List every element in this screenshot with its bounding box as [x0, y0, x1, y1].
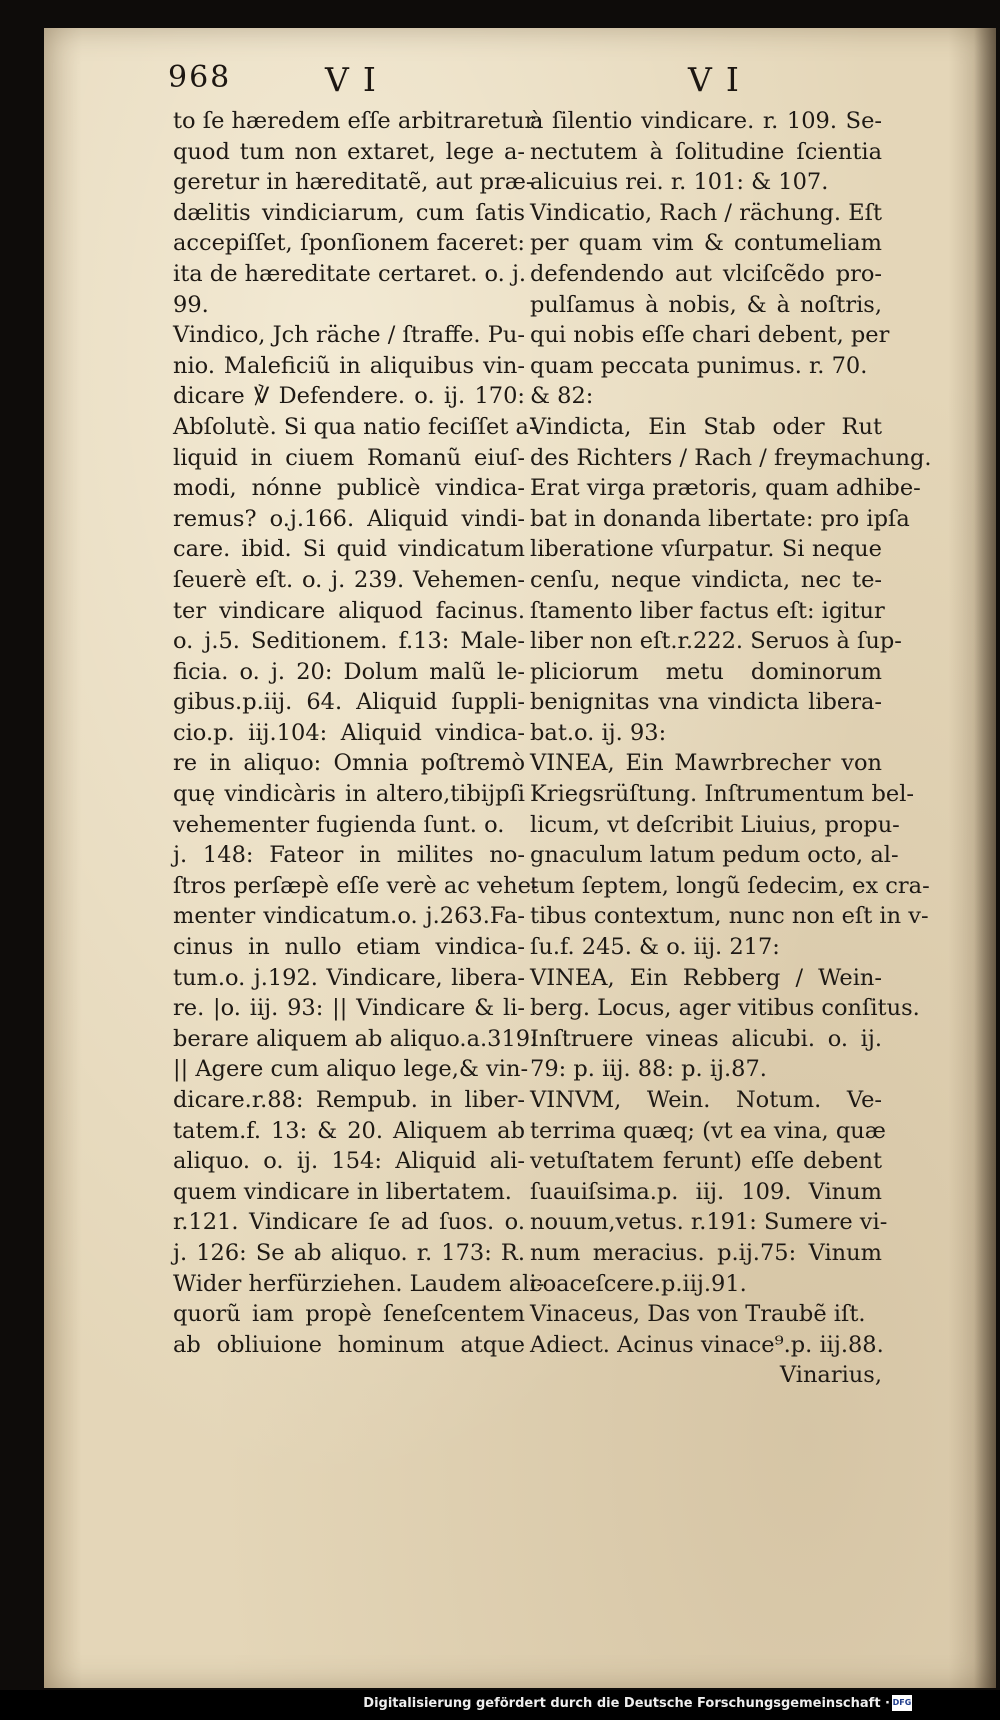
text-line: modi, nónne publicè vindica-	[173, 475, 525, 502]
text-line: to ſe hæredem eſſe arbitraretur:	[173, 108, 543, 134]
text-line: Vinaceus, Das von Traubẽ iſt.	[530, 1301, 866, 1328]
text-line: ſtros perſæpè eſſe verè ac vehe-	[173, 872, 539, 899]
text-line: alicuius rei. r. 101: & 107.	[530, 169, 829, 196]
text-line: bat.o. ij. 93:	[530, 719, 667, 746]
text-line: quam peccata punimus. r. 70.	[530, 352, 868, 379]
text-line: dælitis vindiciarum, cum ſatis	[173, 199, 525, 226]
page-number: 968	[168, 60, 232, 95]
text-line: Inſtruere vineas alicubi. o. ij.	[530, 1025, 882, 1052]
text-line: r.121. Vindicare ſe ad ſuos. o.	[173, 1209, 525, 1236]
text-line: quę vindicàris in altero,tibijpſi	[173, 781, 525, 808]
text-line: o. j.5. Seditionem. f.13: Male-	[173, 628, 525, 655]
text-line: j. 126: Se ab aliquo. r. 173: R.	[173, 1239, 525, 1266]
text-line: tum.o. j.192. Vindicare, libera-	[173, 964, 525, 991]
text-line: Abſolutè. Si qua natio feciſſet a-	[173, 413, 537, 440]
text-line: des Richters / Rach / freymachung.	[530, 444, 932, 471]
text-line: coaceſcere.p.iij.91.	[530, 1270, 747, 1297]
text-line: 99.	[173, 291, 209, 318]
text-line: quem vindicare in libertatem.	[173, 1178, 512, 1205]
text-line: ſuauiſsima.p. iij. 109. Vinum	[530, 1178, 882, 1205]
text-line: bat in donanda libertate: pro ipſa	[530, 505, 910, 532]
running-head-right: VI	[688, 60, 753, 99]
text-line: j. 148: Fateor in milites no-	[173, 842, 525, 869]
text-line: & 82:	[530, 383, 594, 410]
text-line: liquid in ciuem Romanũ eiuſ-	[173, 444, 525, 471]
left-text-column	[173, 106, 545, 1360]
text-line: tibus contextum, nunc non eſt in v-	[530, 903, 929, 930]
text-line: VINEA, Ein Rebberg / Wein-	[530, 964, 882, 991]
text-line: vetuſtatem ferunt) eſſe debent	[530, 1148, 882, 1175]
text-line: benignitas vna vindicta libera-	[530, 689, 882, 716]
text-line: re in aliquo: Omnia poſtremò	[173, 750, 525, 777]
text-line: Wider herfürziehen. Laudem ali-	[173, 1270, 545, 1297]
text-line: ficia. o. j. 20: Dolum malũ le-	[173, 658, 525, 685]
text-line: aliquo. o. ij. 154: Aliquid ali-	[173, 1148, 525, 1175]
text-line: Vinarius,	[779, 1362, 882, 1389]
text-line: ab obliuione hominum atque	[173, 1331, 525, 1358]
text-line: Adiect. Acinus vinace⁹.p. iij.88.	[530, 1331, 884, 1358]
text-line: licum, vt deſcribit Liuius, propu-	[530, 811, 900, 838]
text-line: ſtamento liber factus eſt: igitur	[530, 597, 885, 624]
text-line: remus? o.j.166. Aliquid vindi-	[173, 505, 525, 532]
text-line: menter vindicatum.o. j.263.Fa-	[173, 903, 525, 930]
dfg-logo: DFG	[892, 1695, 912, 1711]
text-line: quorũ iam propè ſeneſcentem	[173, 1301, 525, 1328]
text-line: tatem.f. 13: & 20. Aliquem ab	[173, 1117, 525, 1144]
running-head-left: VI	[325, 60, 390, 99]
footer-credit: Digitalisierung gefördert durch die Deutsche Forschungsgemeinschaft ·	[363, 1696, 890, 1711]
text-line: Vindico, Jch räche / ſtraffe. Pu-	[173, 322, 525, 349]
text-line: nectutem à ſolitudine ſcientia	[530, 138, 882, 165]
text-line: VINVM, Wein. Notum. Ve-	[530, 1087, 882, 1113]
text-line: berare aliquem ab aliquo.a.319:	[173, 1025, 538, 1052]
text-line: Kriegsrüſtung. Inſtrumentum bel-	[530, 781, 915, 808]
text-line: gnaculum latum pedum octo, al-	[530, 842, 899, 869]
text-line: dicare ℣ Defendere. o. ij. 170:	[173, 383, 525, 410]
text-line: vehementer fugienda ſunt. o.	[173, 811, 505, 838]
text-line: ſu.f. 245. & o. iij. 217:	[530, 934, 780, 961]
text-line: accepiſſet, ſponſionem faceret:	[173, 230, 525, 257]
text-line: num meracius. p.ij.75: Vinum	[530, 1239, 882, 1266]
text-line: ſeuerè eſt. o. j. 239. Vehemen-	[173, 566, 525, 593]
text-line: care. ibid. Si quid vindicatum	[173, 536, 525, 563]
text-line: defendendo aut vlciſcẽdo pro-	[530, 260, 882, 287]
text-line: 79: p. iij. 88: p. ij.87.	[530, 1056, 767, 1083]
text-line: cio.p. iij.104: Aliquid vindica-	[173, 719, 525, 746]
text-line: dicare.r.88: Rempub. in liber-	[173, 1087, 525, 1113]
right-text-column	[530, 106, 932, 1391]
text-line: nouum,vetus. r.191: Sumere vi-	[530, 1209, 888, 1236]
text-line: Vindicta, Ein Stab oder Rut	[530, 413, 882, 440]
page-spine-shadow	[974, 28, 996, 1688]
footer-bar	[0, 1690, 1000, 1720]
text-line: pliciorum metu dominorum	[530, 658, 882, 685]
text-line: VINEA, Ein Mawrbrecher von	[530, 750, 882, 777]
text-line: à ſilentio vindicare. r. 109. Se-	[530, 108, 882, 134]
text-line: cenſu, neque vindicta, nec te-	[530, 566, 882, 593]
text-line: nio. Maleficiũ in aliquibus vin-	[173, 352, 525, 379]
text-line: Erat virga prætoris, quam adhibe-	[530, 475, 921, 502]
text-line: re. |o. iij. 93: || Vindicare & li-	[173, 995, 525, 1022]
text-line: Vindicatio, Rach / rächung. Eſt	[530, 199, 882, 226]
text-line: qui nobis eſſe chari debent, per	[530, 322, 890, 349]
text-line: quod tum non extaret, lege a-	[173, 138, 525, 165]
text-line: berg. Locus, ager vitibus conſitus.	[530, 995, 920, 1022]
text-line: ter vindicare aliquod facinus.	[173, 597, 525, 624]
text-line: liber non eſt.r.222. Seruos à ſup-	[530, 628, 902, 655]
text-line: ita de hæreditate certaret. o. j.	[173, 260, 527, 287]
text-line: gibus.p.iij. 64. Aliquid ſuppli-	[173, 689, 525, 716]
text-line: per quam vim & contumeliam	[530, 230, 882, 257]
text-line: geretur in hæreditatẽ, aut præ-	[173, 169, 534, 196]
text-line: terrima quæq; (vt ea vina, quæ	[530, 1117, 886, 1144]
text-line: liberatione vſurpatur. Si neque	[530, 536, 882, 563]
text-line: tum ſeptem, longũ ſedecim, ex cra-	[530, 872, 930, 899]
text-line: pulſamus à nobis, & à noſtris,	[530, 291, 882, 318]
text-line: cinus in nullo etiam vindica-	[173, 934, 525, 961]
text-line: || Agere cum aliquo lege,& vin-	[173, 1056, 529, 1083]
